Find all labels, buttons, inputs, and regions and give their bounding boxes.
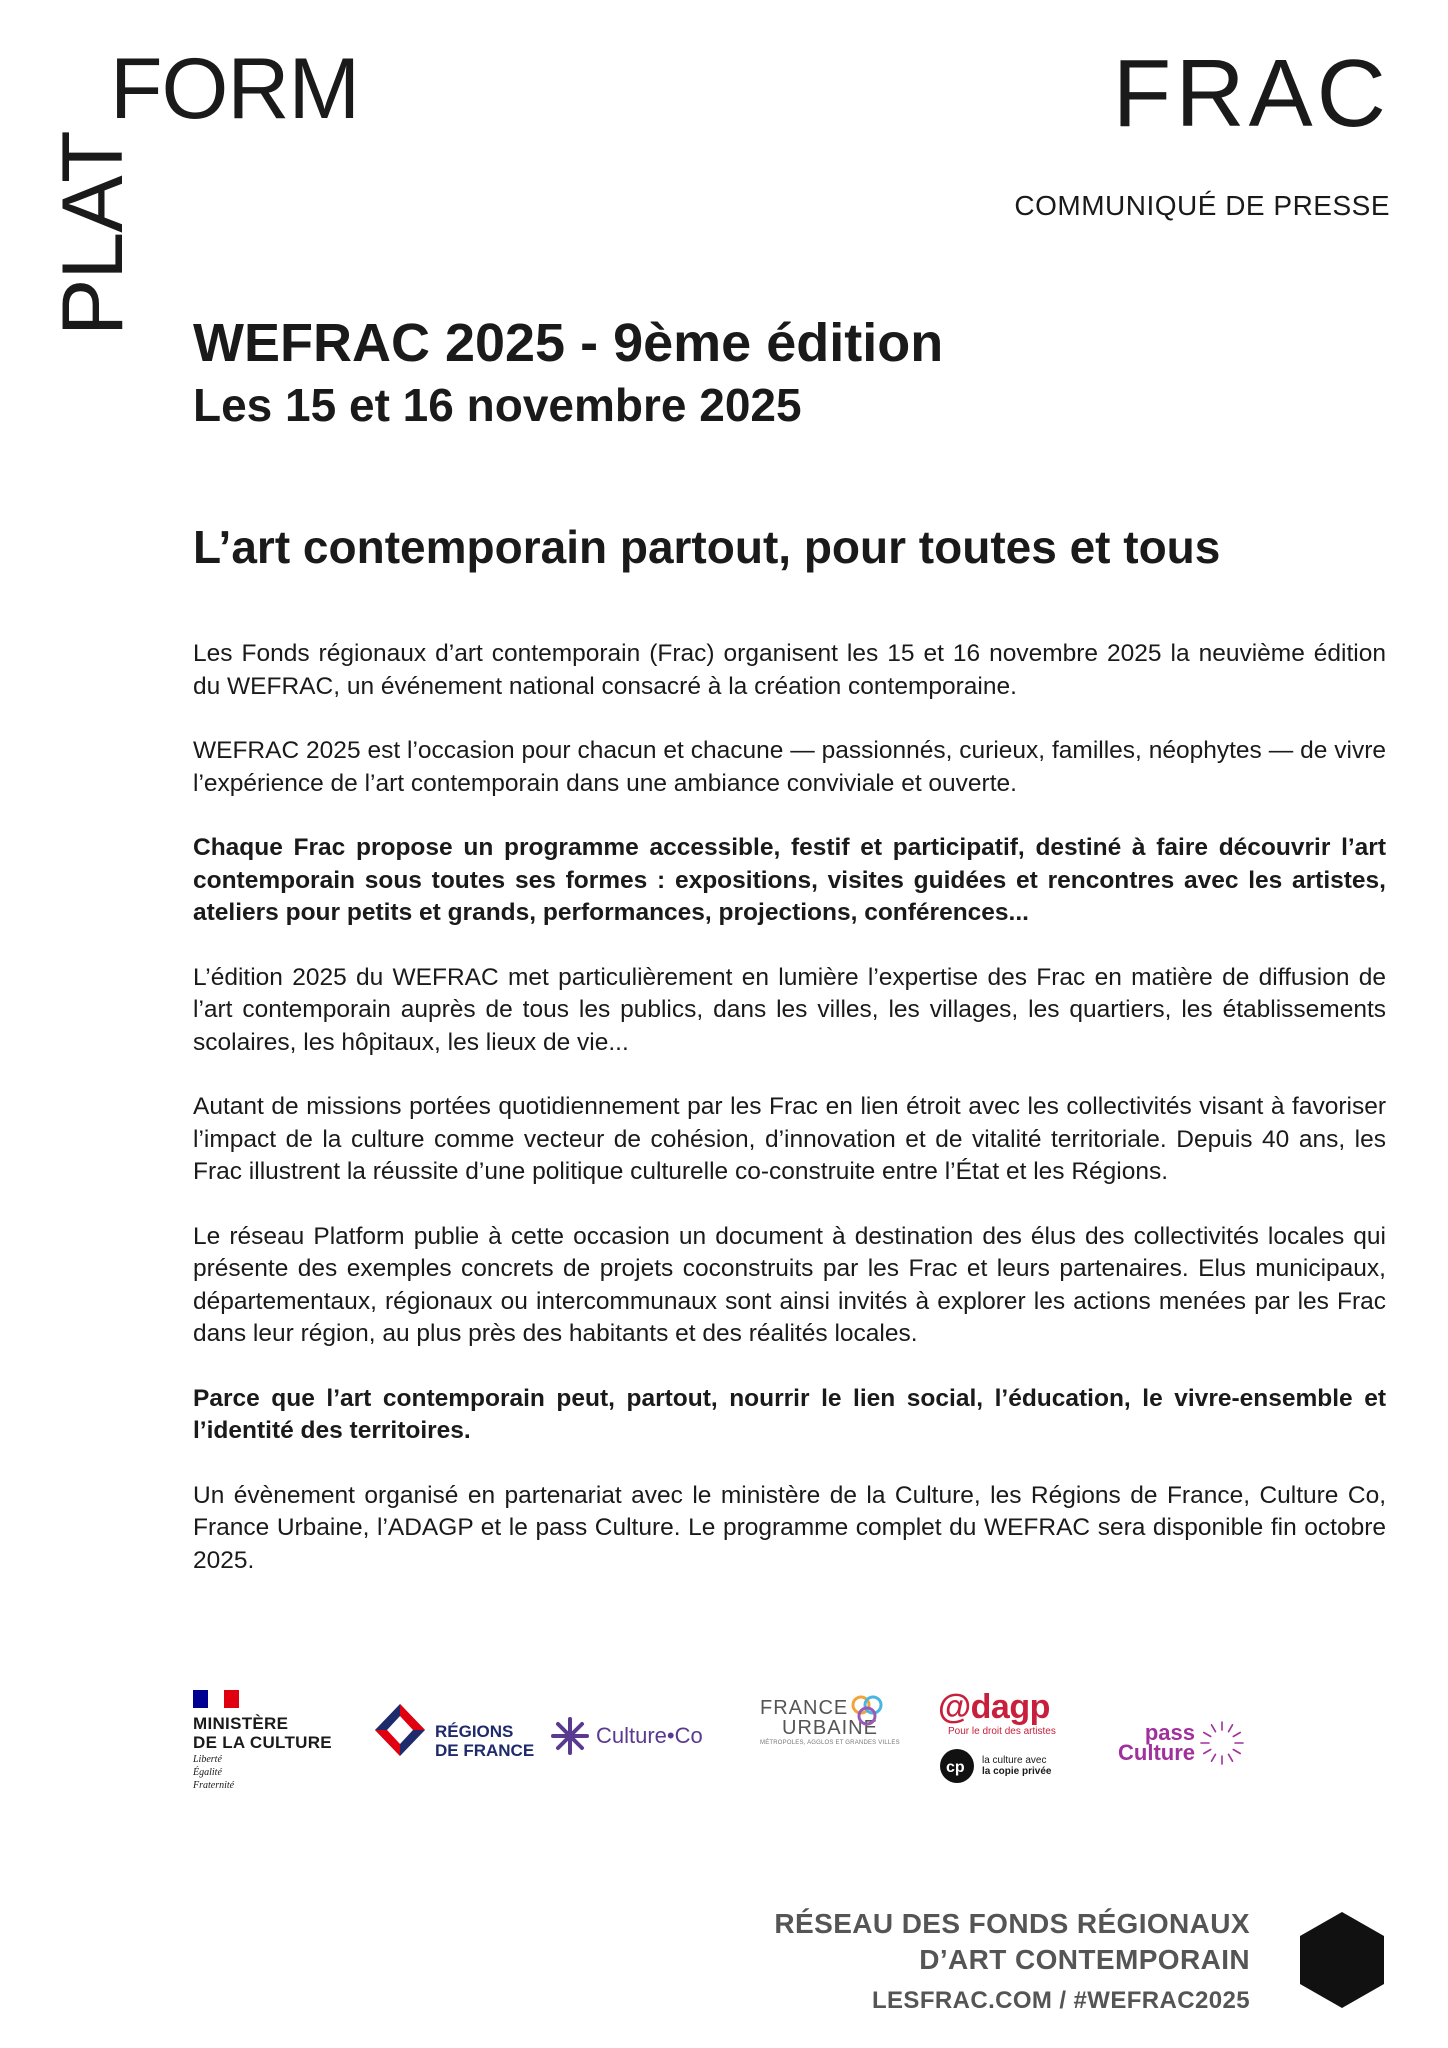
paragraph: Autant de missions portées quotidiennement par les Frac en lien étroit avec les collectivités visant à favoriser l’impact de la culture comme vecteur de cohésion, d’innovation et de vitalité territoriale. Depuis 40 ans, les Frac illustrent la réussite d’une politique culturelle co-construite entre l’État et les Régions. [193, 1093, 1386, 1185]
france-urbaine-line2: URBAINE [782, 1717, 878, 1739]
body-text [193, 638, 1386, 1609]
ministere-motto: Égalité [193, 1767, 222, 1778]
regions-name-line1: RÉGIONS [435, 1722, 514, 1741]
pass-culture-logo [1118, 1720, 1245, 1766]
footer-link[interactable]: LESFRAC.COM / #WEFRAC2025 [871, 1987, 1250, 2014]
culture-co-burst-icon [550, 1716, 590, 1756]
svg-text:cp: cp [946, 1759, 965, 1776]
pass-culture-line1: pass [1144, 1720, 1195, 1745]
paragraph-bold: Chaque Frac propose un programme accessible, festif et participatif, destiné à faire découvrir l’art contemporain sous toutes ses formes : expositions, visites guidées et rencontres avec les artistes, ateliers pour petits et grands, performances, projections, conférences... [193, 834, 1386, 926]
adagp-name: @dagp [938, 1688, 1050, 1726]
ministere-culture-logo [193, 1690, 332, 1790]
page-title: WEFRAC 2025 - 9ème édition [193, 313, 944, 373]
regions-de-france-icon [373, 1702, 427, 1758]
ministere-name-line1: MINISTÈRE [193, 1714, 289, 1733]
paragraph: Le réseau Platform publie à cette occasion un document à destination des élus des collectivités locales qui présente des exemples concrets de projets coconstruits par les Frac et leurs partenaires. Elus municipaux, départementaux, régionaux ou intercommunaux sont ainsi invités à explorer les actions menées par les Frac dans leur région, au plus près des habitants et des réalités locales. [193, 1222, 1386, 1347]
france-urbaine-logo [760, 1697, 900, 1746]
france-urbaine-icon [850, 1694, 884, 1728]
copie-privee-logo [938, 1747, 1078, 1785]
platform-logo [45, 41, 360, 336]
pass-culture-line2: Culture [1118, 1740, 1195, 1765]
france-urbaine-line1: FRANCE [760, 1697, 849, 1719]
frac-logo: FRAC [1112, 40, 1390, 147]
subtitle: L’art contemporain partout, pour toutes et tous [193, 521, 1221, 573]
ministere-motto: Liberté [193, 1754, 222, 1765]
platform-logo-vertical: PLAT [45, 131, 141, 336]
paragraph: Les Fonds régionaux d’art contemporain (Frac) organisent les 15 et 16 novembre 2025 la neuvième édition du WEFRAC, un événement national consacré à la création contemporaine. [193, 640, 1386, 700]
footer-network-line1: RÉSEAU DES FONDS RÉGIONAUX [774, 1908, 1250, 1939]
paragraph: WEFRAC 2025 est l’occasion pour chacun et chacune — passionnés, curieux, familles, néophytes — de vivre l’expérience de l’art contemporain dans une ambiance conviviale et ouverte. [193, 737, 1386, 797]
platform-logo-horizontal: FORM [110, 41, 360, 137]
event-dates: Les 15 et 16 novembre 2025 [193, 379, 802, 431]
regions-name-line2: DE FRANCE [435, 1741, 535, 1760]
paragraph-bold: Parce que l’art contemporain peut, partout, nourrir le lien social, l’éducation, le vivre-ensemble et l’identité des territoires. [193, 1384, 1386, 1444]
hexagon-logo-icon [1300, 1912, 1384, 2008]
france-urbaine-tagline: MÉTROPOLES, AGGLOS ET GRANDES VILLES [760, 1740, 900, 1746]
adagp-logo [938, 1690, 1078, 1785]
ministere-name-line2: DE LA CULTURE [193, 1733, 332, 1752]
culture-co-logo [550, 1716, 703, 1756]
french-flag-icon [193, 1690, 239, 1708]
copie-privee-line2: la copie privée [982, 1766, 1052, 1777]
ministere-motto: Fraternité [193, 1780, 235, 1791]
regions-de-france-logo [373, 1700, 534, 1760]
footer [774, 1906, 1250, 2018]
footer-network-line2: D’ART CONTEMPORAIN [919, 1944, 1250, 1975]
paragraph: Un évènement organisé en partenariat avec le ministère de la Culture, les Régions de France, Culture Co, France Urbaine, l’ADAGP et le pass Culture. Le programme complet du WEFRAC sera disponible fin octobre 2025. [193, 1481, 1386, 1574]
pass-culture-burst-icon [1199, 1720, 1245, 1766]
paragraph: L’édition 2025 du WEFRAC met particulièrement en lumière l’expertise des Frac en matière de diffusion de l’art contemporain auprès de tous les publics, dans les villes, les villages, les quartiers, les établissements scolaires, les hôpitaux, les lieux de vie... [193, 963, 1386, 1056]
copie-privee-line1: la culture avec [982, 1755, 1047, 1766]
culture-co-name: Culture•Co [596, 1723, 703, 1748]
adagp-tagline: Pour le droit des artistes [948, 1726, 1056, 1737]
copie-privee-icon [938, 1747, 976, 1785]
press-release-label: COMMUNIQUÉ DE PRESSE [1014, 190, 1390, 221]
